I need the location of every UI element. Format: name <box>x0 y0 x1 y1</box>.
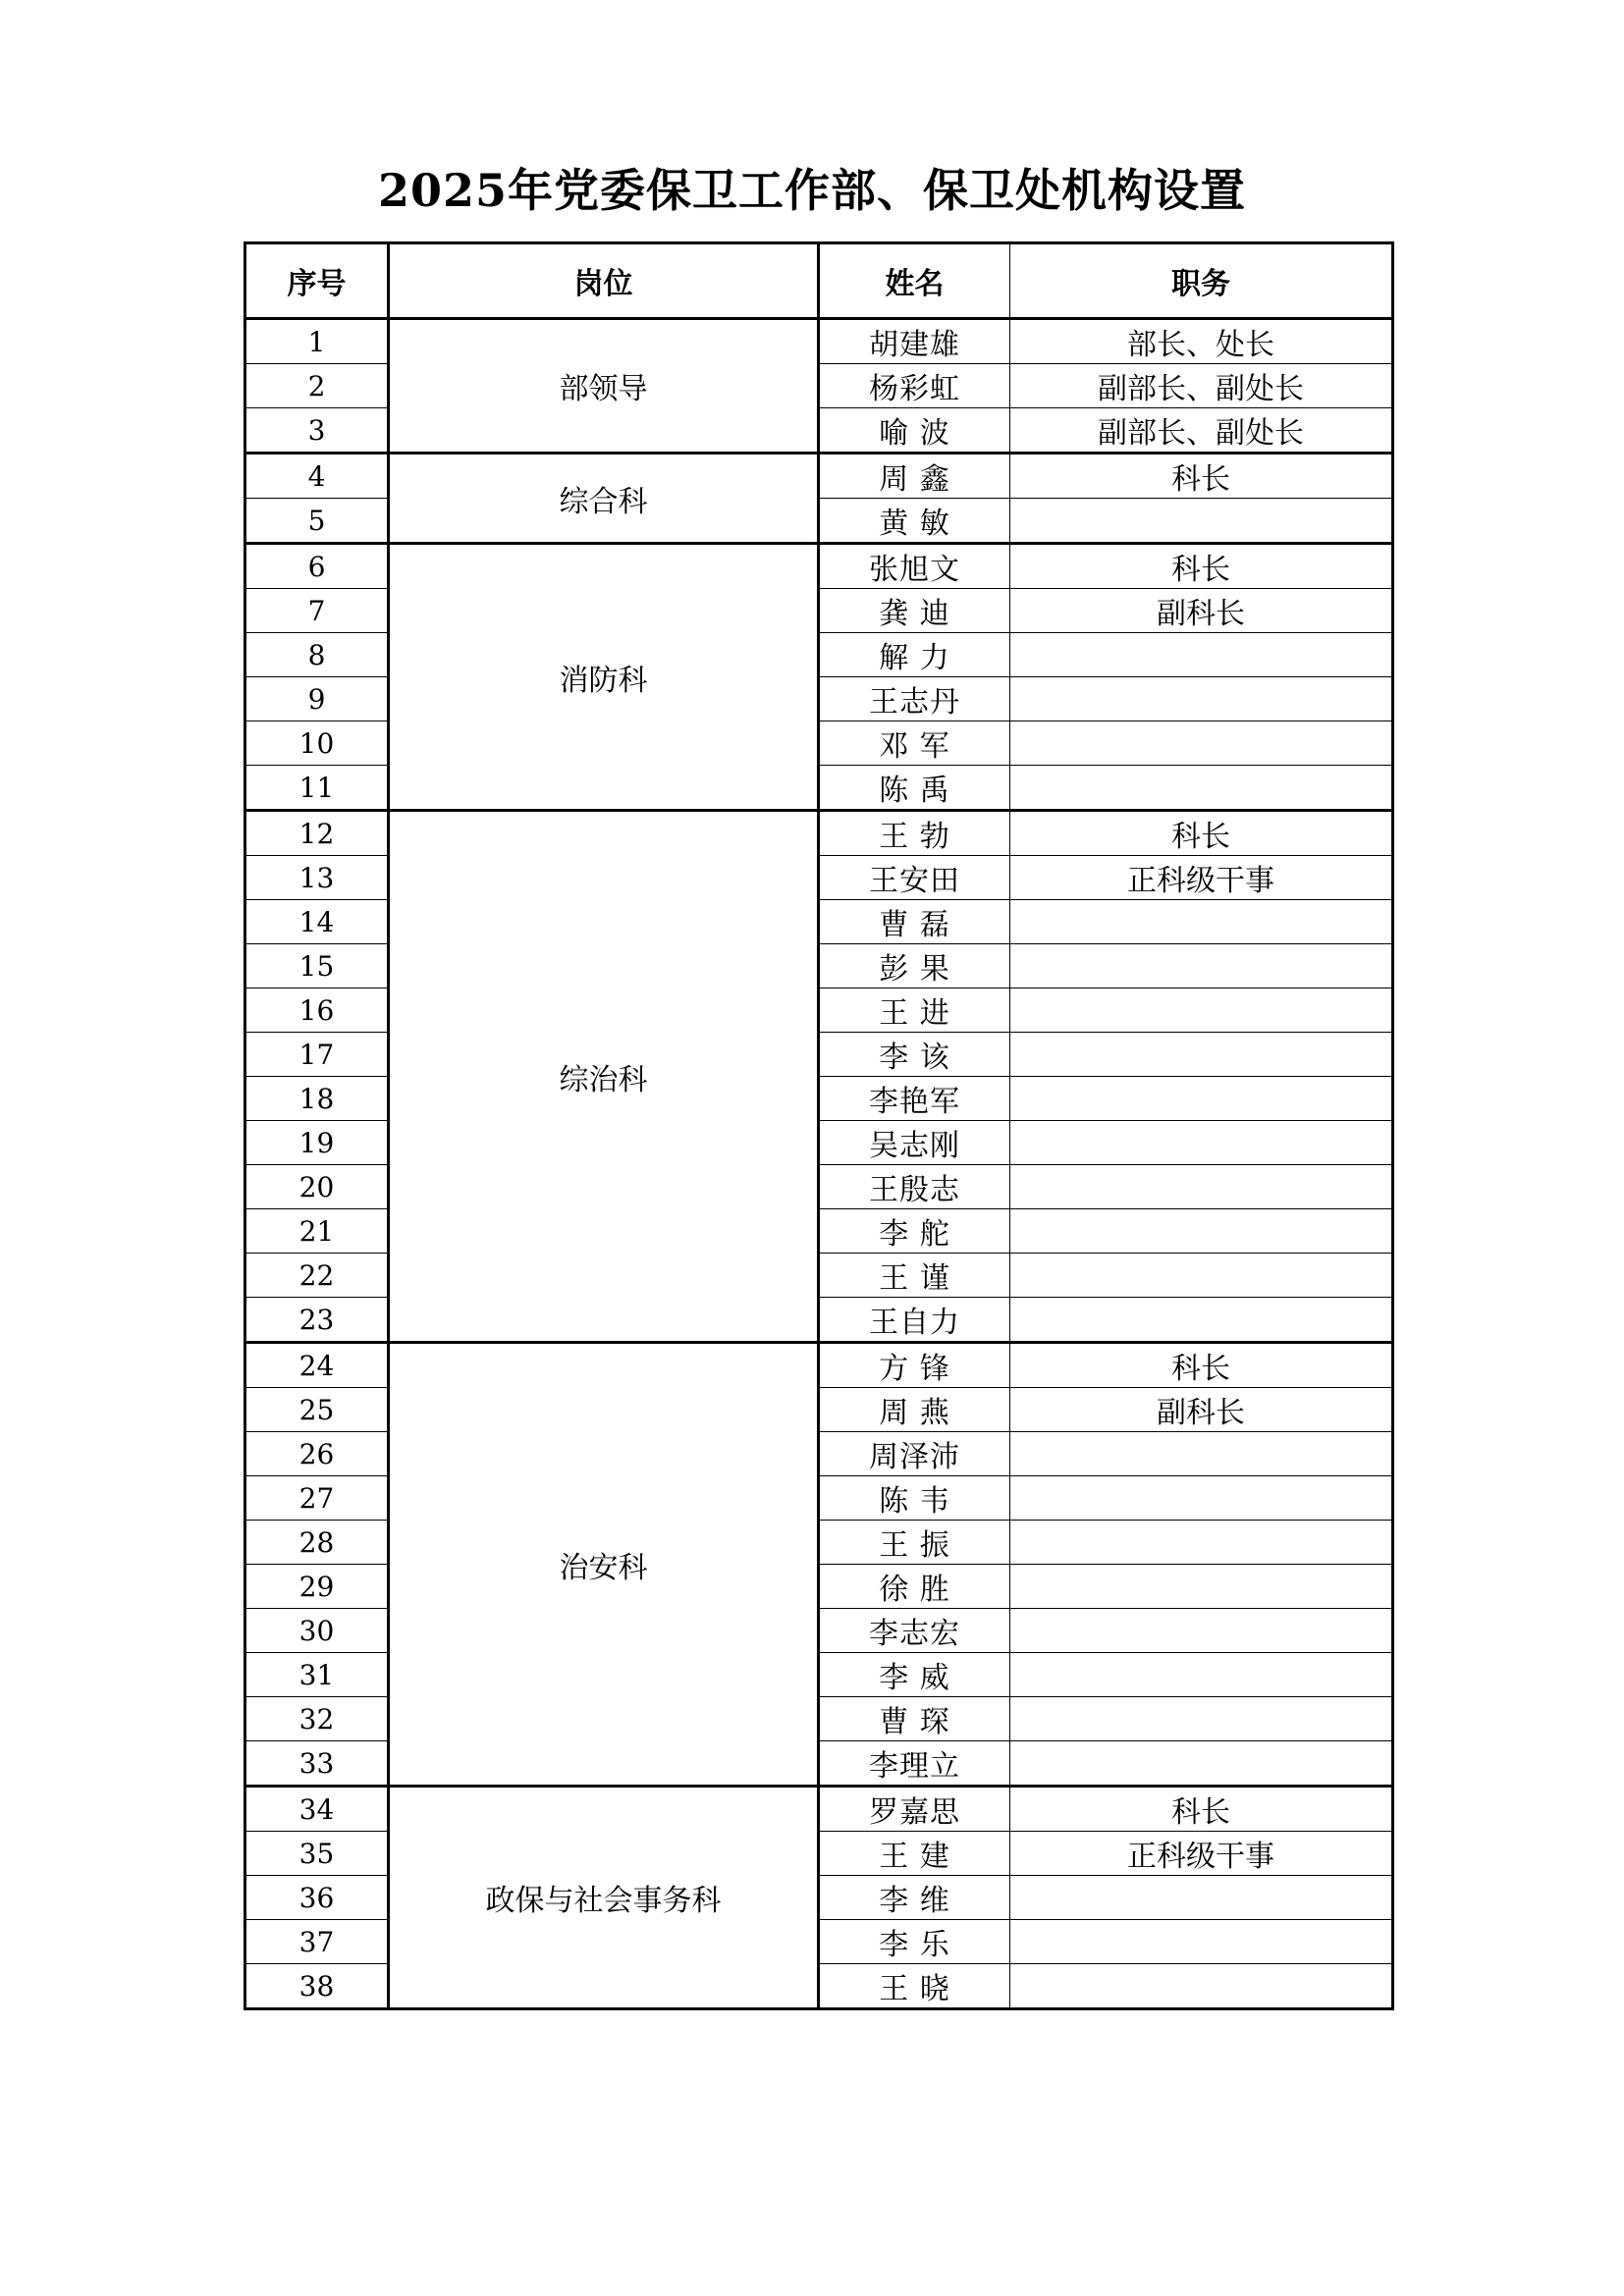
row-seq: 34 <box>245 1787 389 1832</box>
row-name: 王 进 <box>819 988 1010 1033</box>
row-role: 副科长 <box>1010 1388 1393 1432</box>
row-seq: 16 <box>245 988 389 1033</box>
row-role <box>1010 944 1393 988</box>
row-name: 杨彩虹 <box>819 364 1010 408</box>
row-role: 正科级干事 <box>1010 1832 1393 1876</box>
row-seq: 37 <box>245 1920 389 1964</box>
row-name: 王 谨 <box>819 1254 1010 1298</box>
row-role <box>1010 1121 1393 1165</box>
row-name: 龚 迪 <box>819 589 1010 633</box>
row-role <box>1010 1298 1393 1343</box>
row-name: 邓 军 <box>819 721 1010 766</box>
row-role <box>1010 1876 1393 1920</box>
row-name: 黄 敏 <box>819 499 1010 544</box>
row-role: 科长 <box>1010 544 1393 589</box>
row-role: 科长 <box>1010 454 1393 499</box>
row-role: 部长、处长 <box>1010 319 1393 364</box>
page-title: 2025年党委保卫工作部、保卫处机构设置 <box>377 164 1247 217</box>
header-seq: 序号 <box>245 243 389 319</box>
organization-table <box>244 241 1394 2010</box>
row-seq: 17 <box>245 1033 389 1077</box>
row-name: 李志宏 <box>819 1609 1010 1653</box>
row-seq: 22 <box>245 1254 389 1298</box>
row-name: 周 燕 <box>819 1388 1010 1432</box>
row-seq: 23 <box>245 1298 389 1343</box>
row-role <box>1010 1254 1393 1298</box>
row-role <box>1010 1697 1393 1741</box>
row-seq: 30 <box>245 1609 389 1653</box>
dept-cell: 综合科 <box>389 454 819 544</box>
dept-cell: 部领导 <box>389 319 819 454</box>
row-name: 曹 琛 <box>819 1697 1010 1741</box>
row-seq: 24 <box>245 1343 389 1388</box>
table-body <box>245 319 1393 2009</box>
row-seq: 11 <box>245 766 389 811</box>
row-role: 正科级干事 <box>1010 856 1393 900</box>
row-name: 王安田 <box>819 856 1010 900</box>
row-seq: 5 <box>245 499 389 544</box>
row-seq: 29 <box>245 1565 389 1609</box>
row-role <box>1010 1565 1393 1609</box>
row-seq: 4 <box>245 454 389 499</box>
row-seq: 2 <box>245 364 389 408</box>
row-name: 张旭文 <box>819 544 1010 589</box>
row-name: 李 该 <box>819 1033 1010 1077</box>
row-seq: 25 <box>245 1388 389 1432</box>
row-name: 王志丹 <box>819 677 1010 721</box>
row-role <box>1010 1165 1393 1209</box>
row-seq: 1 <box>245 319 389 364</box>
row-seq: 35 <box>245 1832 389 1876</box>
row-seq: 13 <box>245 856 389 900</box>
header-role: 职务 <box>1010 243 1393 319</box>
row-name: 罗嘉思 <box>819 1787 1010 1832</box>
row-role <box>1010 1033 1393 1077</box>
row-seq: 33 <box>245 1741 389 1787</box>
row-name: 徐 胜 <box>819 1565 1010 1609</box>
row-seq: 3 <box>245 408 389 454</box>
dept-cell: 政保与社会事务科 <box>389 1787 819 2009</box>
row-seq: 20 <box>245 1165 389 1209</box>
row-name: 王自力 <box>819 1298 1010 1343</box>
row-name: 李 乐 <box>819 1920 1010 1964</box>
row-role <box>1010 1741 1393 1787</box>
row-seq: 7 <box>245 589 389 633</box>
table-row <box>245 1343 1393 1388</box>
row-seq: 19 <box>245 1121 389 1165</box>
row-role: 副科长 <box>1010 589 1393 633</box>
table-header-row <box>245 243 1393 319</box>
row-name: 曹 磊 <box>819 900 1010 944</box>
row-name: 王 振 <box>819 1521 1010 1565</box>
row-name: 李艳军 <box>819 1077 1010 1121</box>
row-role <box>1010 1209 1393 1254</box>
row-seq: 38 <box>245 1964 389 2009</box>
row-seq: 15 <box>245 944 389 988</box>
row-seq: 9 <box>245 677 389 721</box>
row-seq: 26 <box>245 1432 389 1476</box>
row-seq: 21 <box>245 1209 389 1254</box>
row-name: 李 舵 <box>819 1209 1010 1254</box>
row-role <box>1010 1964 1393 2009</box>
row-name: 彭 果 <box>819 944 1010 988</box>
row-name: 吴志刚 <box>819 1121 1010 1165</box>
row-seq: 27 <box>245 1476 389 1521</box>
row-seq: 32 <box>245 1697 389 1741</box>
row-role: 副部长、副处长 <box>1010 408 1393 454</box>
dept-cell: 消防科 <box>389 544 819 811</box>
table-row <box>245 454 1393 499</box>
row-role <box>1010 1920 1393 1964</box>
row-name: 李理立 <box>819 1741 1010 1787</box>
row-role <box>1010 988 1393 1033</box>
row-seq: 18 <box>245 1077 389 1121</box>
row-name: 喻 波 <box>819 408 1010 454</box>
row-seq: 36 <box>245 1876 389 1920</box>
table-row <box>245 811 1393 856</box>
table-row <box>245 1787 1393 1832</box>
row-name: 王 建 <box>819 1832 1010 1876</box>
row-role <box>1010 633 1393 677</box>
row-role <box>1010 721 1393 766</box>
row-role: 科长 <box>1010 1343 1393 1388</box>
row-role <box>1010 1609 1393 1653</box>
row-name: 解 力 <box>819 633 1010 677</box>
dept-cell: 综治科 <box>389 811 819 1343</box>
row-name: 王 晓 <box>819 1964 1010 2009</box>
row-name: 李 威 <box>819 1653 1010 1697</box>
table-row <box>245 319 1393 364</box>
row-name: 周泽沛 <box>819 1432 1010 1476</box>
row-role <box>1010 1077 1393 1121</box>
row-name: 胡建雄 <box>819 319 1010 364</box>
row-name: 周 鑫 <box>819 454 1010 499</box>
row-role: 科长 <box>1010 1787 1393 1832</box>
dept-cell: 治安科 <box>389 1343 819 1787</box>
row-role <box>1010 1432 1393 1476</box>
row-seq: 10 <box>245 721 389 766</box>
row-role <box>1010 766 1393 811</box>
row-seq: 28 <box>245 1521 389 1565</box>
row-role: 副部长、副处长 <box>1010 364 1393 408</box>
row-name: 王殷志 <box>819 1165 1010 1209</box>
row-role <box>1010 900 1393 944</box>
row-role <box>1010 1521 1393 1565</box>
header-name: 姓名 <box>819 243 1010 319</box>
row-seq: 8 <box>245 633 389 677</box>
row-seq: 14 <box>245 900 389 944</box>
row-name: 陈 禹 <box>819 766 1010 811</box>
row-role <box>1010 499 1393 544</box>
row-name: 李 维 <box>819 1876 1010 1920</box>
row-seq: 12 <box>245 811 389 856</box>
row-seq: 31 <box>245 1653 389 1697</box>
row-role <box>1010 1653 1393 1697</box>
row-role <box>1010 677 1393 721</box>
row-role: 科长 <box>1010 811 1393 856</box>
row-role <box>1010 1476 1393 1521</box>
table-row <box>245 544 1393 589</box>
row-name: 王 勃 <box>819 811 1010 856</box>
row-name: 方 锋 <box>819 1343 1010 1388</box>
header-position: 岗位 <box>389 243 819 319</box>
row-name: 陈 韦 <box>819 1476 1010 1521</box>
row-seq: 6 <box>245 544 389 589</box>
